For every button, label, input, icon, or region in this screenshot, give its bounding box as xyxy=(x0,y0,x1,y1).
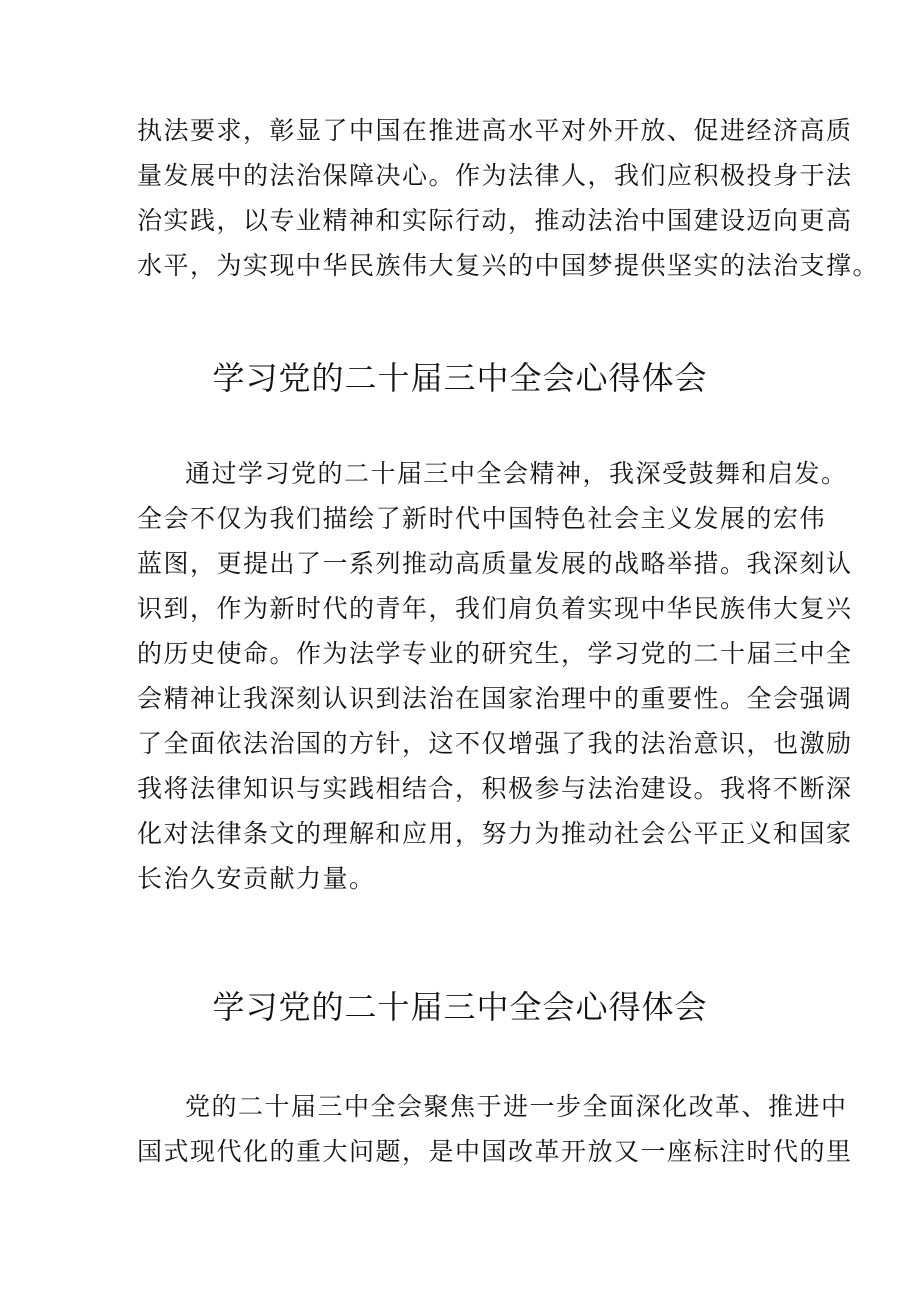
section-heading-2: 学习党的二十届三中全会心得体会 xyxy=(212,988,708,1026)
paragraph-line: 执法要求，彰显了中国在推进高水平对外开放、促进经济高质 xyxy=(137,116,853,145)
paragraph-line: 水平，为实现中华民族伟大复兴的中国梦提供坚实的法治支撑。 xyxy=(137,251,880,280)
paragraph-2 xyxy=(137,451,853,901)
paragraph-line: 全会不仅为我们描绘了新时代中国特色社会主义发展的宏伟 xyxy=(137,504,827,533)
paragraph-line: 会精神让我深刻认识到法治在国家治理中的重要性。全会强调 xyxy=(137,684,853,713)
paragraph-1 xyxy=(137,108,880,288)
paragraph-line: 识到，作为新时代的青年，我们肩负着实现中华民族伟大复兴 xyxy=(137,594,853,623)
section-heading-1: 学习党的二十届三中全会心得体会 xyxy=(212,359,708,397)
paragraph-line: 蓝图，更提出了一系列推动高质量发展的战略举措。我深刻认 xyxy=(137,549,853,578)
paragraph-line: 量发展中的法治保障决心。作为法律人，我们应积极投身于法 xyxy=(137,161,853,190)
paragraph-line: 党的二十届三中全会聚焦于进一步全面深化改革、推进中 xyxy=(185,1092,848,1121)
paragraph-line: 了全面依法治国的方针，这不仅增强了我的法治意识，也激励 xyxy=(137,729,853,758)
paragraph-line: 长治久安贡献力量。 xyxy=(137,864,376,893)
paragraph-line: 通过学习党的二十届三中全会精神，我深受鼓舞和启发。 xyxy=(185,459,848,488)
paragraph-line: 国式现代化的重大问题，是中国改革开放又一座标注时代的里 xyxy=(137,1137,853,1166)
paragraph-3 xyxy=(137,1084,853,1174)
paragraph-line: 的历史使命。作为法学专业的研究生，学习党的二十届三中全 xyxy=(137,639,853,668)
paragraph-line: 化对法律条文的理解和应用，努力为推动社会公平正义和国家 xyxy=(137,819,853,848)
paragraph-line: 我将法律知识与实践相结合，积极参与法治建设。我将不断深 xyxy=(137,774,853,803)
paragraph-line: 治实践，以专业精神和实际行动，推动法治中国建设迈向更高 xyxy=(137,206,853,235)
